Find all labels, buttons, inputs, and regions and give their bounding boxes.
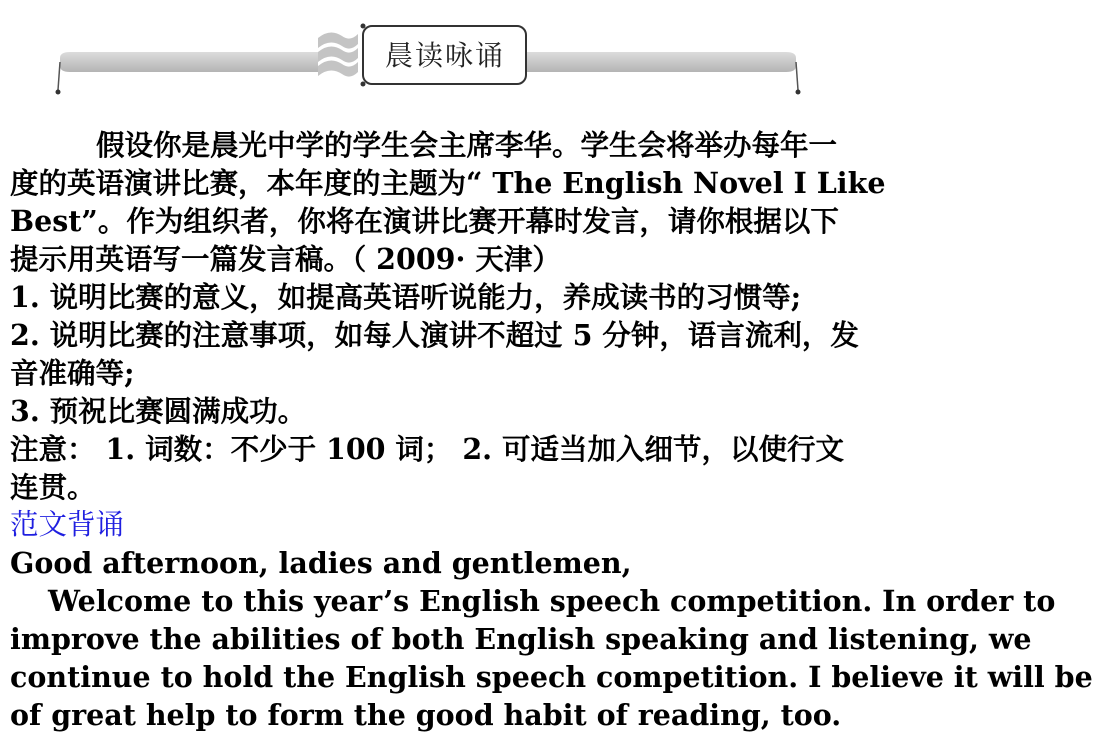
banner-right-bar <box>526 52 796 72</box>
banner-left-dot <box>56 90 61 95</box>
document-body <box>10 126 1093 734</box>
model-heading: 范文背诵 <box>10 508 125 541</box>
wave-icon <box>318 32 358 76</box>
banner-left-bar <box>60 52 318 72</box>
prompt-line: 假设你是晨光中学的学生会主席李华。学生会将举办每年一 <box>96 128 838 162</box>
section-banner <box>0 0 950 110</box>
model-line: of great help to form the good habit of reading, too. <box>10 698 842 732</box>
prompt-line: 提示用英语写一篇发言稿。（ 2009· 天津） <box>10 242 561 276</box>
prompt-point: 音准确等; <box>10 356 135 390</box>
notes-line: 连贯。 <box>10 470 96 504</box>
prompt-line: Best”。作为组织者，你将在演讲比赛开幕时发言，请你根据以下 <box>10 204 839 238</box>
prompt-point: 2. 说明比赛的注意事项，如每人演讲不超过 5 分钟，语言流利，发 <box>10 318 859 352</box>
banner-right-dot <box>796 90 801 95</box>
prompt-line: 度的英语演讲比赛，本年度的主题为“ The English Novel I Like <box>10 166 886 200</box>
model-line: Welcome to this year’s English speech competition. In order to <box>48 584 1056 618</box>
banner-title: 晨读咏诵 <box>384 39 505 72</box>
prompt-point: 1. 说明比赛的意义，如提高英语听说能力，养成读书的习惯等; <box>10 280 802 314</box>
prompt-point: 3. 预祝比赛圆满成功。 <box>10 394 307 428</box>
model-greeting: Good afternoon, ladies and gentlemen, <box>10 546 632 580</box>
model-line: improve the abilities of both English speaking and listening, we <box>10 622 1032 656</box>
notes-line: 注意： 1. 词数：不少于 100 词； 2. 可适当加入细节，以使行文 <box>10 432 845 466</box>
model-line: continue to hold the English speech competition. I believe it will be <box>10 660 1093 694</box>
